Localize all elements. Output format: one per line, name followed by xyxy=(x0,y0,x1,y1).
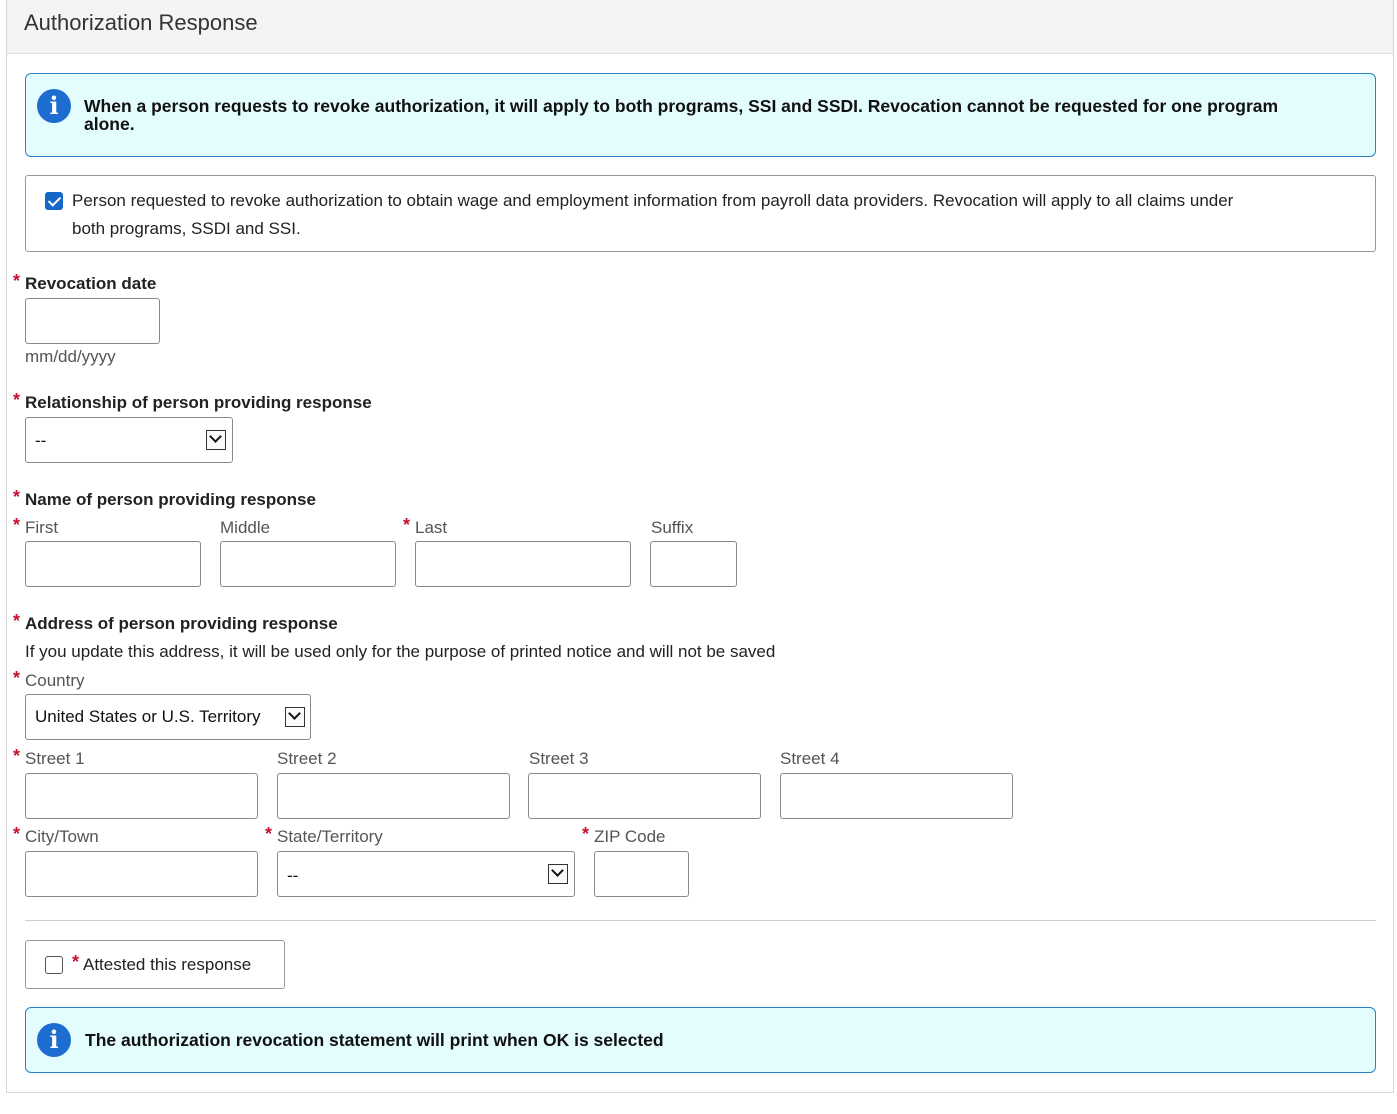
state-select[interactable] xyxy=(277,851,575,897)
state-select-value: -- xyxy=(287,866,299,885)
address-note: If you update this address, it will be used only for the purpose of printed notice and will not be saved xyxy=(25,642,776,661)
relationship-label: Relationship of person providing response xyxy=(25,393,372,412)
revocation-date-label: Revocation date xyxy=(25,274,157,293)
street2-input[interactable] xyxy=(277,773,510,819)
panel-header xyxy=(7,0,1393,54)
info-alert-top xyxy=(25,73,1376,157)
alert-top-line2: alone. xyxy=(84,114,135,134)
required-marker: * xyxy=(13,515,21,535)
street1-input[interactable] xyxy=(25,773,258,819)
required-marker: * xyxy=(13,668,21,688)
alert-bottom-text: The authorization revocation statement will print when OK is selected xyxy=(85,1030,664,1050)
authorization-response-panel xyxy=(6,0,1394,1093)
attest-checkbox[interactable] xyxy=(45,956,63,974)
last-name-label: Last xyxy=(415,518,448,537)
first-name-label: First xyxy=(25,518,59,537)
required-marker: * xyxy=(403,515,411,535)
middle-name-label: Middle xyxy=(220,518,271,537)
panel-title: Authorization Response xyxy=(24,10,258,35)
required-marker: * xyxy=(582,824,590,844)
relationship-select[interactable] xyxy=(25,417,233,463)
section-divider xyxy=(25,920,1376,921)
required-marker: * xyxy=(13,746,21,766)
city-input[interactable] xyxy=(25,851,258,897)
first-name-input[interactable] xyxy=(25,541,201,587)
attest-label: Attested this response xyxy=(83,955,252,974)
street4-label: Street 4 xyxy=(780,749,840,768)
info-icon: i xyxy=(37,1023,71,1057)
chevron-down-icon[interactable] xyxy=(548,864,568,884)
required-marker: * xyxy=(265,824,273,844)
zip-input[interactable] xyxy=(594,851,689,897)
street1-label: Street 1 xyxy=(25,749,85,768)
attest-box xyxy=(25,940,285,989)
required-marker: * xyxy=(13,271,21,291)
relationship-select-value: -- xyxy=(35,431,47,450)
suffix-input[interactable] xyxy=(650,541,737,587)
alert-top-line1: When a person requests to revoke authorization, it will apply to both programs, SSI and SSDI. Revocation cannot be requested for one program xyxy=(84,96,1279,116)
last-name-input[interactable] xyxy=(415,541,631,587)
revoke-checkbox-box xyxy=(25,175,1376,252)
required-marker: * xyxy=(13,824,21,844)
street2-label: Street 2 xyxy=(277,749,337,768)
revoke-authorization-checkbox[interactable] xyxy=(45,192,63,210)
middle-name-input[interactable] xyxy=(220,541,396,587)
required-marker: * xyxy=(13,487,21,507)
country-select-value: United States or U.S. Territory xyxy=(35,707,261,726)
address-label: Address of person providing response xyxy=(25,614,338,633)
revocation-date-hint: mm/dd/yyyy xyxy=(25,347,116,366)
state-label: State/Territory xyxy=(277,827,383,846)
required-marker: * xyxy=(13,611,21,631)
info-icon: i xyxy=(37,89,71,123)
chevron-down-icon[interactable] xyxy=(206,430,226,450)
zip-label: ZIP Code xyxy=(594,827,666,846)
required-marker: * xyxy=(72,952,80,972)
info-alert-bottom xyxy=(25,1007,1376,1073)
country-select[interactable] xyxy=(25,694,311,740)
street3-input[interactable] xyxy=(528,773,761,819)
revocation-date-input[interactable] xyxy=(25,298,160,344)
city-label: City/Town xyxy=(25,827,99,846)
revoke-checkbox-label-line2: both programs, SSDI and SSI. xyxy=(72,219,301,238)
chevron-down-icon[interactable] xyxy=(285,707,305,727)
name-label: Name of person providing response xyxy=(25,490,316,509)
street3-label: Street 3 xyxy=(529,749,589,768)
revoke-checkbox-label-line1: Person requested to revoke authorization to obtain wage and employment information from payroll data providers. Revocation will apply to all claims under xyxy=(72,191,1234,210)
street4-input[interactable] xyxy=(780,773,1013,819)
suffix-label: Suffix xyxy=(651,518,694,537)
required-marker: * xyxy=(13,390,21,410)
country-label: Country xyxy=(25,671,85,690)
